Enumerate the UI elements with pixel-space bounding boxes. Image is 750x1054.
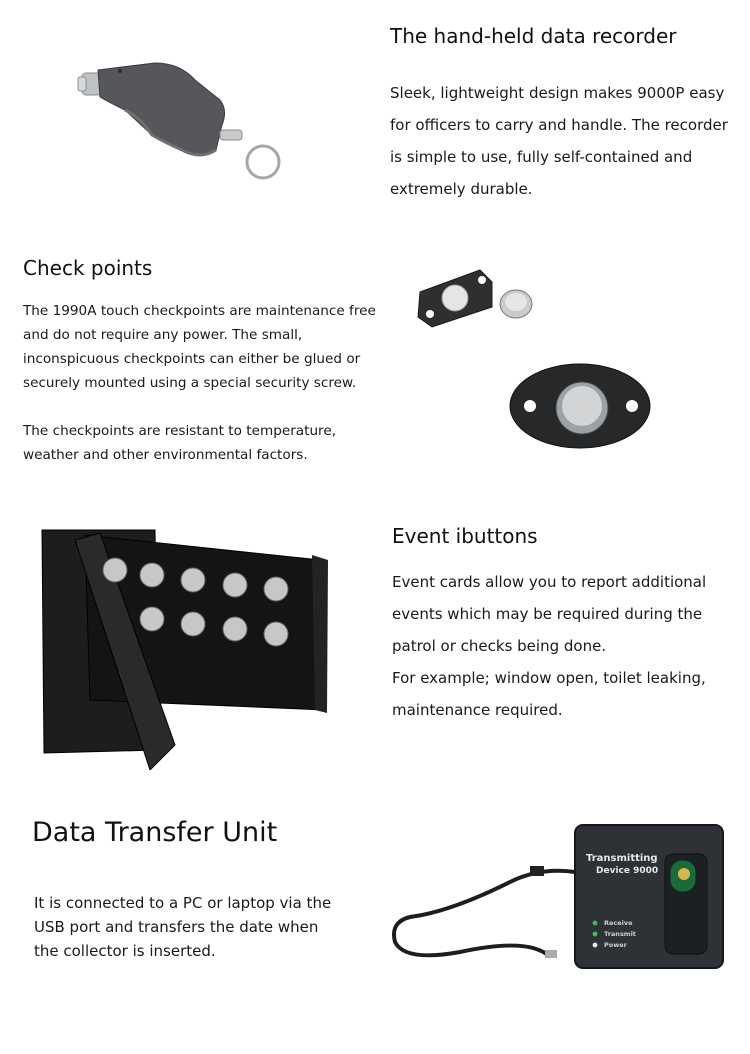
checkpoint-image (410, 262, 660, 462)
device-label: Transmitting (586, 853, 658, 864)
led-label-receive: Receive (604, 919, 633, 927)
event-description (392, 566, 742, 726)
checkpoints-description (23, 299, 383, 467)
transfer-line: USB port and transfers the date when (34, 918, 319, 936)
checkpoints-title: Check points (23, 256, 153, 280)
recorder-image (70, 55, 285, 185)
led-label-transmit: Transmit (604, 930, 636, 938)
transfer-line: It is connected to a PC or laptop via the (34, 894, 332, 912)
event-line: For example; window open, toilet leaking, (392, 669, 706, 687)
checkpoints-line: inconspicuous checkpoints can either be glued or (23, 351, 361, 367)
event-title: Event ibuttons (392, 524, 538, 548)
recorder-line: is simple to use, fully self-contained and (390, 148, 693, 166)
event-ibutton-wallet-image (30, 525, 330, 770)
recorder-line: extremely durable. (390, 180, 533, 198)
transfer-description (34, 891, 364, 963)
spacer (23, 395, 383, 419)
transfer-line: the collector is inserted. (34, 942, 216, 960)
recorder-line: Sleek, lightweight design makes 9000P easy (390, 84, 725, 102)
checkpoints-line: weather and other environmental factors. (23, 447, 308, 463)
event-line: patrol or checks being done. (392, 637, 607, 655)
recorder-line: for officers to carry and handle. The recorder (390, 116, 728, 134)
device-label: Device 9000 (596, 866, 659, 876)
recorder-description (390, 77, 740, 205)
event-line: maintenance required. (392, 701, 563, 719)
recorder-title: The hand-held data recorder (390, 24, 677, 48)
transfer-device-image (390, 822, 730, 972)
event-line: Event cards allow you to report additional (392, 573, 707, 591)
checkpoints-line: The checkpoints are resistant to temperature, (23, 423, 337, 439)
checkpoints-line: securely mounted using a special security screw. (23, 375, 357, 391)
transfer-title: Data Transfer Unit (32, 817, 278, 848)
event-line: events which may be required during the (392, 605, 703, 623)
checkpoints-line: and do not require any power. The small, (23, 327, 303, 343)
checkpoints-line: The 1990A touch checkpoints are maintenance free (23, 303, 376, 319)
led-label-power: Power (604, 941, 627, 949)
